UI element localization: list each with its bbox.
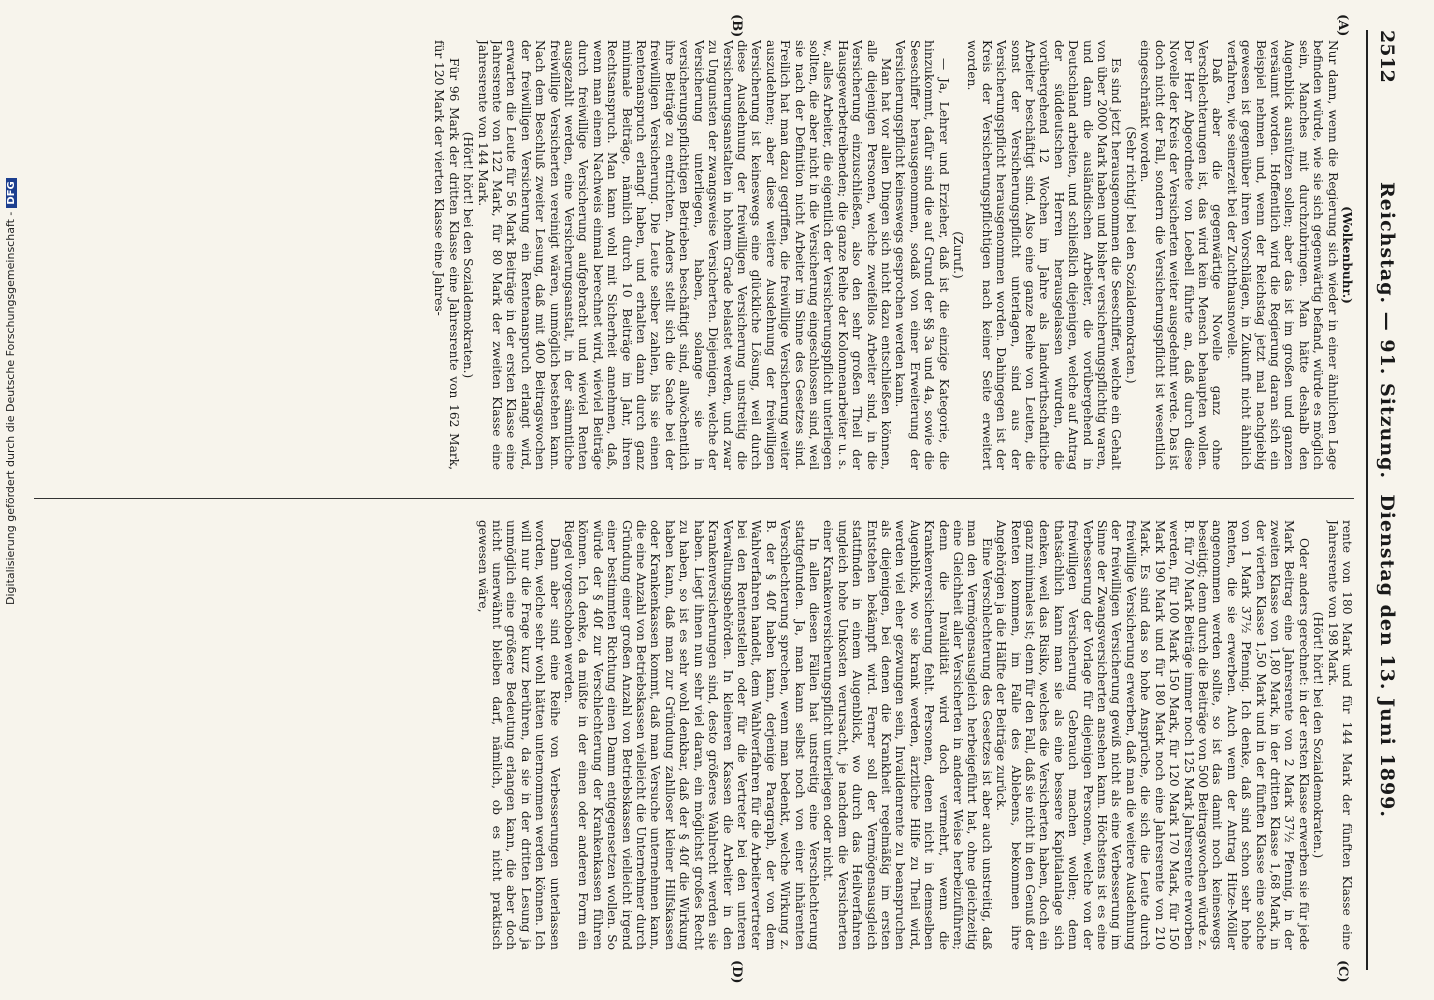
- header-rule: [1366, 30, 1368, 970]
- right-column: [24, 520, 1354, 950]
- footer-text: Digitalisierung gefördert durch die Deutsche Forschungsgemeinschaft -: [4, 211, 17, 605]
- paragraph: — Ja, Lehrer und Erzieher, daß ist die einzige Kategorie, die hinzukommt, dafür sind die auf Grund der §§ 3a und 4a, sowie die Seeschiffer herausgenommen, sodaß von einer Erweiterung der Versicherungspflicht keineswegs gesprochen werden kann.: [893, 40, 951, 470]
- left-column: [24, 40, 1354, 470]
- margin-marker-d: (D): [729, 960, 744, 984]
- paragraph: In allen diesen Fällen hat unstreitig eine Verschlechterung stattgefunden. Ja, man kann selbst noch von einer inhärenten Verschlechterung sprechen, wenn man bedenkt, welche Wirkung z. B. der § 40f haben kann, derjenige Paragraph, der von dem Wahlverfahren handelt, dem Wahlverfahren für die Arbeitervertreter bei den Rentenstellen oder für die Vertreter bei den unteren Verwaltungsbehörden. In kleineren Kassen die Arbeiter in den Krankenversicherungen sind, desto größeres Wahlrecht werden sie haben. Liegt ihnen nun sehr viel daran, ein möglichst großes Recht zu haben, so ist es sehr wohl denkbar, daß der § 40f die Wirkung haben kann, daß man zur Gründung zahlloser kleiner Hilfskassen oder Krankenkassen kommt, daß man Versuche unternehmen kann, die eine Anzahl von Betriebskassen vielleicht die Unternehmer durch Gründung einer großen Anzahl von Betriebskassen vielleicht irgend einer bestimmten Richtung einen Damm entgegensetzen wollen. So würde der § 40f zur Verschlechterung der Krankenkassen führen können. Ich denke, da müßte in der einen oder anderen Form ein Riegel vorgeschoben werden.: [562, 520, 821, 950]
- margin-marker-c: (C): [1335, 960, 1350, 983]
- dfg-logo: DFG: [6, 178, 17, 207]
- interjection: (Sehr richtig! bei den Sozialdemokraten.): [1123, 126, 1138, 384]
- interjection: (Hört! hört! bei den Sozialdemokraten.): [1311, 611, 1326, 859]
- margin-marker-b: (B): [729, 14, 744, 38]
- interjection: (Hört! hört! bei den Sozialdemokraten.): [461, 131, 476, 379]
- paragraph: Eine Verschlechterung des Gesetzes ist aber auch unstreitig, daß man den Vermögensausgleich herbeigeführt hat, ohne gleichzeitig eine Gleichheit aller Versicherten in anderer Weise herbeizuführen; denn die Invalidität wird doch vermehrt, wenn die Krankenversicherung fehlt. Personen, denen nicht in demselben Augenblick, wo sie krank werden, ärztliche Hilfe zu Theil wird, werden viel eher gezwungen sein, Invalidenrente zu beanspruchen als diejenigen, bei denen die Krankheit regelmäßig im ersten Entstehen bekämpft wird. Ferner soll der Vermögensausgleich stattfinden in einem Augenblick, wo durch das Heilverfahren ungleich hohe Unkosten verursacht, je nachdem die Versicherten einer Krankenversicherungspflicht unterliegen oder nicht.: [821, 520, 994, 950]
- paragraph: Für 96 Mark der dritten Klasse eine Jahresrente von 162 Mark, für 120 Mark der vierten Klasse eine Jahres-: [432, 40, 461, 470]
- session-date: Dienstag den 13. Juni 1899.: [1376, 494, 1398, 819]
- paragraph: Es sind jetzt herausgenommen die Seeschiffer, welche ein Gehalt von über 2000 Mark haben und bisher versicherungspflichtig waren, und dann die ausländischen Arbeiter, die vorübergehend in Deutschland arbeiten, und schließlich diejenigen, welche auf Antrag der süddeutschen Herren herausgelassen wurden, die vorübergehend 12 Wochen im Jahre als landwirthschaftliche Arbeiter beschäftigt sind. Also eine ganze Reihe von Leuten, die sonst der Versicherungspflicht unterlagen, sind aus der Versicherungspflicht herausgenommen worden. Dahingegen ist der Kreis der Versicherungspflichtigen nach keiner Seite erweitert worden.: [965, 40, 1124, 470]
- title-text: Reichstag. — 91. Sitzung.: [1376, 181, 1398, 480]
- paragraph: Daß aber die gegenwärtige Novelle ganz ohne Verschlechterungen ist, das wird kein Mensch behaupten wollen. Der Herr Abgeordnete von Loebell führte an, daß durch diese Novelle der Kreis der Versicherten weiter ausgedehnt werde. Das ist doch nicht der Fall, sondern die Versicherungspflicht ist wesentlich eingeschränkt worden.: [1138, 40, 1225, 470]
- speaker-name: (Wolkenbuhr.): [1340, 206, 1354, 304]
- paragraph: Nur dann, wenn die Regierung sich wieder in einer ähnlichen Lage befinden würde, wie sie sich gegenwärtig befand, würde es möglich sein, Manches mit durchzubringen. Man hätte deshalb den Augenblick ausnützen sollen; aber das ist im großen und ganzen versäumt worden. Hoffentlich wird die Regierung daran sich ein Beispiel nehmen und, wenn der Reichstag jetzt mal nachgiebig gewesen ist gegenüber ihren Vorschlägen, in Zukunft nicht ähnlich verfahren, wie seinerzeit bei der Zuchthausnovelle.: [1224, 40, 1340, 470]
- paragraph: Oder anders gerechnet: in der ersten Klasse erwerben sie für jede Mark Beitrag eine Jahresrente von 2 Mark 37½ Pfennig, in der zweiten Klasse von 1,80 Mark, in der dritten Klasse 1,68 Mark, in der vierten Klasse 1,50 Mark und in der fünften Klasse eine solche von 1 Mark 37½ Pfennig. Ich denke, daß sind schon sehr hohe Renten, die sie erwerben. Auch wenn der Antrag Hitze-Möller angenommen werden sollte, so ist das damit noch keineswegs beseitigt; denn durch die Beiträge von 500 Beitragswochen würde z. B. für 70 Mark Beiträge immer noch 125 Mark Jahresrente erworben werden, für 100 Mark 150 Mark, für 120 Mark 170 Mark, für 150 Mark 190 Mark und für 180 Mark noch eine Jahresrente von 210 Mark. Es sind das so hohe Ansprüche, die sich die Leute durch freiwillige Versicherung erwerben, daß man die weitere Ausdehnung der freiwilligen Versicherung gewiß nicht als eine Verbesserung im Sinne der Zwangsversicherten ansehen kann. Höchstens ist es eine Verbesserung der Vorlage für diejenigen Personen, welche von der freiwilligen Versicherung Gebrauch machen wollen; denn thatsächlich kann man sie als eine bessere Kapitalanlage sich denken, weil das Risiko, welches die Versicherten haben, doch ein ganz minimales ist; denn für den Fall, daß sie nicht in den Genuß der Renten kommen, im Falle des Ablebens, bekommen ihre Angehörigen ja die Hälfte der Beiträge zurück.: [994, 520, 1311, 950]
- paragraph: rente von 180 Mark und für 144 Mark der fünften Klasse eine Jahresrente von 198 Mark.: [1325, 520, 1354, 950]
- margin-marker-a: (A): [1335, 14, 1350, 37]
- paragraph: Dann aber sind eine Reihe von Verbesserungen unterlassen worden, welche sehr wohl hätten unternommen werden können. Ich will nur die Frage kurz berühren, da sie in der dritten Lesung ja unmöglich eine größere Bedeutung erlangen kann, die aber doch nicht unerwähnt bleiben darf, nämlich, ob es nicht praktisch gewesen wäre,: [475, 520, 562, 950]
- paragraph: Man hat vor allen Dingen sich nicht dazu entschließen können, alle diejenigen Personen, welche zweifellos Arbeiter sind, in die Versicherung einzuschließen, also den sehr großen Theil der Hausgewerbetreibenden; die ganze Reihe der Kolonnenarbeiter u. s. w., alles Arbeiter, die eigentlich der Versicherungspflicht unterliegen sollten, die aber nicht in die Versicherung eingeschlossen sind, weil sie nach der Definition nicht Arbeiter im Sinne des Gesetzes sind. Freilich hat man dazu gegriffen, die freiwillige Versicherung weiter auszudehnen; aber diese weitere Ausdehnung der freiwilligen Versicherung ist keineswegs eine glückliche Lösung, weil durch diese Ausdehnung der freiwilligen Versicherung unstreitig die Versicherungsanstalten in hohem Grade belastet werden, und zwar zu Ungunsten der zwangsweise Versicherten. Diejenigen, welche der Versicherung unterliegen, haben, solange sie in versicherungspflichtigen Betrieben beschäftigt sind, allwöchentlich ihre Beiträge zu entrichten. Anders stellt sich die Sache bei der freiwilligen Versicherung. Die Leute selber zahlen, bis sie einen Rentenanspruch erlangt haben, und erhalten dann durch ganz minimale Beiträge, nämlich durch 10 Beiträge im Jahr, ihren Rechtsanspruch. Man kann wohl mit Sicherheit annehmen, daß, wenn man einem Nachweis einmal berechnet wird, wieviel Beiträge durch freiwillige Versicherung aufgebracht und wieviel Renten ausgezahlt werden, eine Versicherungsanstalt, in der sämmtliche freiwillige Versicherten vereinigt wären, unmöglich bestehen kann. Nach dem Beschluß zweiter Lesung, daß mit 400 Beitragswochen der freiwilligen Versicherung ein Rentenanspruch erlangt wird, erwarten die Leute für 56 Mark Beiträge in der ersten Klasse eine Jahresrente von 122 Mark, für 80 Mark der zweiten Klasse eine Jahresrente von 144 Mark.: [475, 40, 893, 470]
- page-number: 2512: [1376, 30, 1398, 83]
- page-header: [1368, 30, 1404, 970]
- interjection: (Zuruf.): [951, 231, 966, 279]
- digitization-footer: [4, 181, 17, 605]
- column-divider: [34, 498, 1354, 499]
- page-title: [1376, 30, 1398, 970]
